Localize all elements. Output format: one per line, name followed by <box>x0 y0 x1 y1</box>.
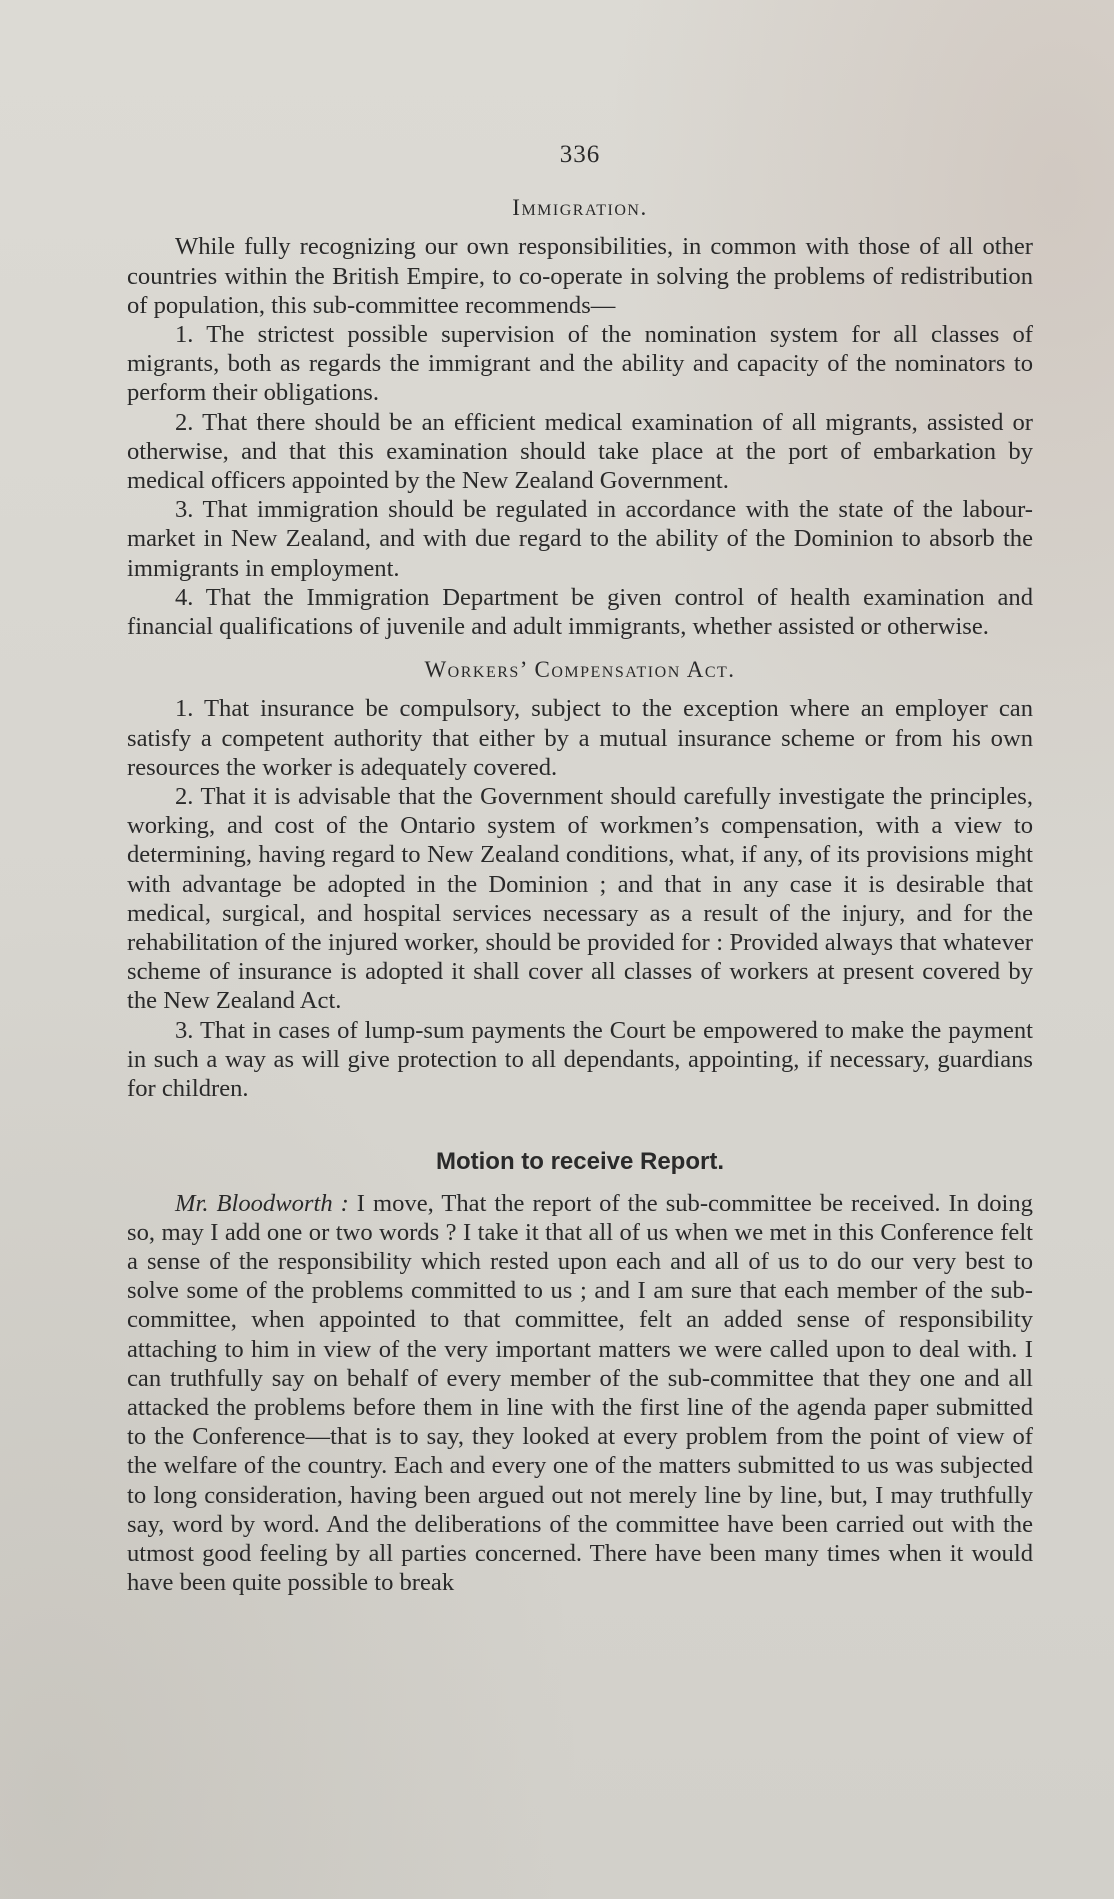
immigration-heading: Immigration. <box>512 195 648 221</box>
immigration-section <box>127 193 1033 641</box>
speaker-name: Mr. Bloodworth : <box>175 1189 349 1217</box>
workers-compensation-item-2: 2. That it is advisable that the Government should carefully investigate the principles, working, and cost of the Ontario system of workmen’s compensation, with a view to determining, having regard to New Zealand conditions, what, if any, of its provisions might with advantage be adopted in the Dominion ; and that in any case it is desirable that medical, surgical, and hospital services necessary as a result of the injury, and for the rehabilitation of the injured worker, should be provided for : Provided always that whatever scheme of insurance is adopted it shall cover all classes of workers at present covered by the New Zealand Act. <box>127 783 1033 1015</box>
immigration-item-2: 2. That there should be an efficient medical examination of all migrants, assisted or otherwise, and that this examination should take place at the port of embarkation by medical officers appointed by the New Zealand Government. <box>127 408 1033 495</box>
page-number: 336 <box>559 141 601 168</box>
workers-compensation-section <box>127 655 1033 1103</box>
immigration-item-3: 3. That immigration should be regulated in accordance with the state of the labour-market in New Zealand, and with due regard to the ability of the Dominion to absorb the immigrants in employment. <box>127 496 1033 582</box>
motion-heading: Motion to receive Report. <box>435 1148 725 1176</box>
workers-compensation-heading: Workers’ Compensation Act. <box>424 657 736 683</box>
motion-paragraph <box>127 1189 1033 1598</box>
page-text <box>127 140 1033 1597</box>
immigration-item-4: 4. That the Immigration Department be given control of health examination and financial qualifications of juvenile and adult immigrants, whether assisted or otherwise. <box>127 583 1033 641</box>
workers-compensation-item-1: 1. That insurance be compulsory, subject to the exception where an employer can satisfy a competent authority that either by a mutual insurance scheme or from his own resources the worker is adequately covered. <box>127 695 1033 781</box>
immigration-intro: While fully recognizing our own responsibilities, in common with those of all other countries within the British Empire, to co-operate in solving the problems of redistribution of population, this sub-committee recommends— <box>127 233 1033 319</box>
workers-compensation-item-3: 3. That in cases of lump-sum payments the Court be empowered to make the payment in such a way as will give protection to all dependants, appointing, if necessary, guardians for children. <box>127 1016 1033 1103</box>
motion-text: I move, That the report of the sub-committee be received. In doing so, may I add one or two words ? I take it that all of us when we met in this Conference felt a sense of the responsibility which rested upon each and all of us to do our very best to solve some of the problems committed to us ; and I am sure that each member of the sub-committee, when appointed to that committee, felt an added sense of responsibility attaching to him in view of the very important matters we were called upon to deal with. I can truthfully say on behalf of every member of the sub-committee that they one and all attacked the problems before them in line with the first line of the agenda paper submitted to the Conference—that is to say, they looked at every problem from the point of view of the welfare of the country. Each and every one of the matters submitted to us was subjected to long consideration, having been argued out not merely line by line, but, I may truthfully say, word by word. And the deliberations of the committee have been carried out with the utmost good feeling by all parties concerned. There have been many times when it would have been quite possible to break <box>127 1189 1033 1597</box>
immigration-item-1: 1. The strictest possible supervision of the nomination system for all classes of migrants, both as regards the immigrant and the ability and capacity of the nominators to perform their obligations. <box>127 321 1033 407</box>
